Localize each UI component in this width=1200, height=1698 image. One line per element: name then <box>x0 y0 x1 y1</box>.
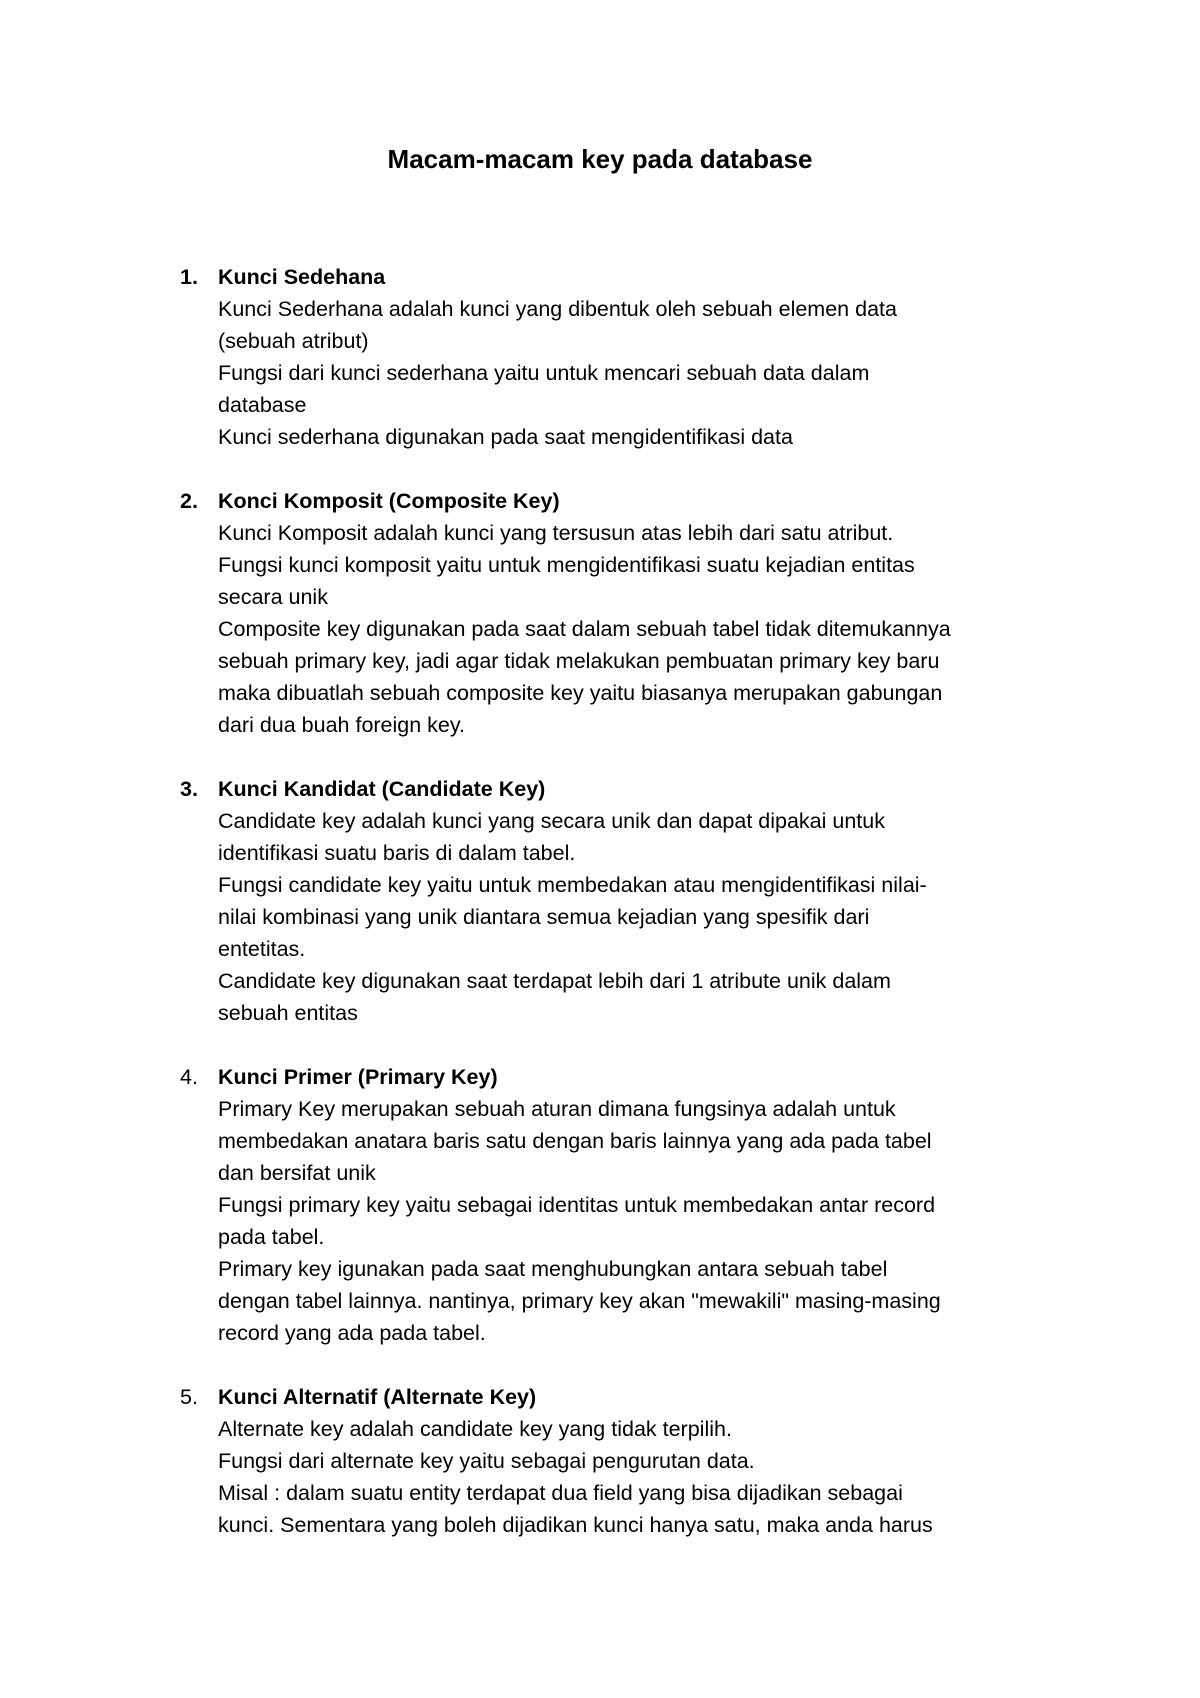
section-line: dari dua buah foreign key. <box>218 713 466 737</box>
section-number: 3. <box>180 777 198 801</box>
section-line: sebuah entitas <box>218 1001 358 1025</box>
section-line: Fungsi kunci komposit yaitu untuk mengidentifikasi suatu kejadian entitas <box>218 553 915 577</box>
section-line: nilai kombinasi yang unik diantara semua kejadian yang spesifik dari <box>218 905 870 929</box>
section-line: secara unik <box>218 585 328 609</box>
section-line: kunci. Sementara yang boleh dijadikan kunci hanya satu, maka anda harus <box>218 1513 933 1537</box>
section-line: Fungsi dari alternate key yaitu sebagai pengurutan data. <box>218 1449 755 1473</box>
section-line: maka dibuatlah sebuah composite key yaitu biasanya merupakan gabungan <box>218 681 943 705</box>
section-heading: Kunci Sedehana <box>218 265 386 289</box>
section-line: Misal : dalam suatu entity terdapat dua field yang bisa dijadikan sebagai <box>218 1481 903 1505</box>
section-line: database <box>218 393 307 417</box>
section-line: dengan tabel lainnya. nantinya, primary key akan "mewakili" masing-masing <box>218 1289 941 1313</box>
section-line: Kunci Sederhana adalah kunci yang dibentuk oleh sebuah elemen data <box>218 297 897 321</box>
section-line: identifikasi suatu baris di dalam tabel. <box>218 841 576 865</box>
section-line: sebuah primary key, jadi agar tidak melakukan pembuatan primary key baru <box>218 649 940 673</box>
section-line: record yang ada pada tabel. <box>218 1321 486 1345</box>
section-line: membedakan anatara baris satu dengan baris lainnya yang ada pada tabel <box>218 1129 932 1153</box>
section-line: Alternate key adalah candidate key yang tidak terpilih. <box>218 1417 732 1441</box>
section-line: Candidate key adalah kunci yang secara unik dan dapat dipakai untuk <box>218 809 885 833</box>
section-number: 2. <box>180 489 198 513</box>
section-number: 4. <box>180 1065 198 1089</box>
section-number: 5. <box>180 1385 198 1409</box>
section-line: pada tabel. <box>218 1225 325 1249</box>
section-line: dan bersifat unik <box>218 1161 376 1185</box>
section-line: Fungsi primary key yaitu sebagai identitas untuk membedakan antar record <box>218 1193 936 1217</box>
section-line: Kunci Komposit adalah kunci yang tersusun atas lebih dari satu atribut. <box>218 521 894 545</box>
section-line: entetitas. <box>218 937 306 961</box>
section-line: Primary key igunakan pada saat menghubungkan antara sebuah tabel <box>218 1257 888 1281</box>
section-line: Composite key digunakan pada saat dalam sebuah tabel tidak ditemukannya <box>218 617 951 641</box>
section-number: 1. <box>180 265 198 289</box>
section-line: Fungsi candidate key yaitu untuk membedakan atau mengidentifikasi nilai- <box>218 873 927 897</box>
page-title: Macam-macam key pada database <box>387 144 813 174</box>
section-line: Primary Key merupakan sebuah aturan dimana fungsinya adalah untuk <box>218 1097 896 1121</box>
section-heading: Kunci Kandidat (Candidate Key) <box>218 777 546 801</box>
section-heading: Kunci Alternatif (Alternate Key) <box>218 1385 537 1409</box>
section-line: Fungsi dari kunci sederhana yaitu untuk mencari sebuah data dalam <box>218 361 870 385</box>
section-line: Candidate key digunakan saat terdapat lebih dari 1 atribute unik dalam <box>218 969 891 993</box>
section-heading: Konci Komposit (Composite Key) <box>218 489 560 513</box>
section-line: Kunci sederhana digunakan pada saat mengidentifikasi data <box>218 425 793 449</box>
section-line: (sebuah atribut) <box>218 329 369 353</box>
section-heading: Kunci Primer (Primary Key) <box>218 1065 498 1089</box>
